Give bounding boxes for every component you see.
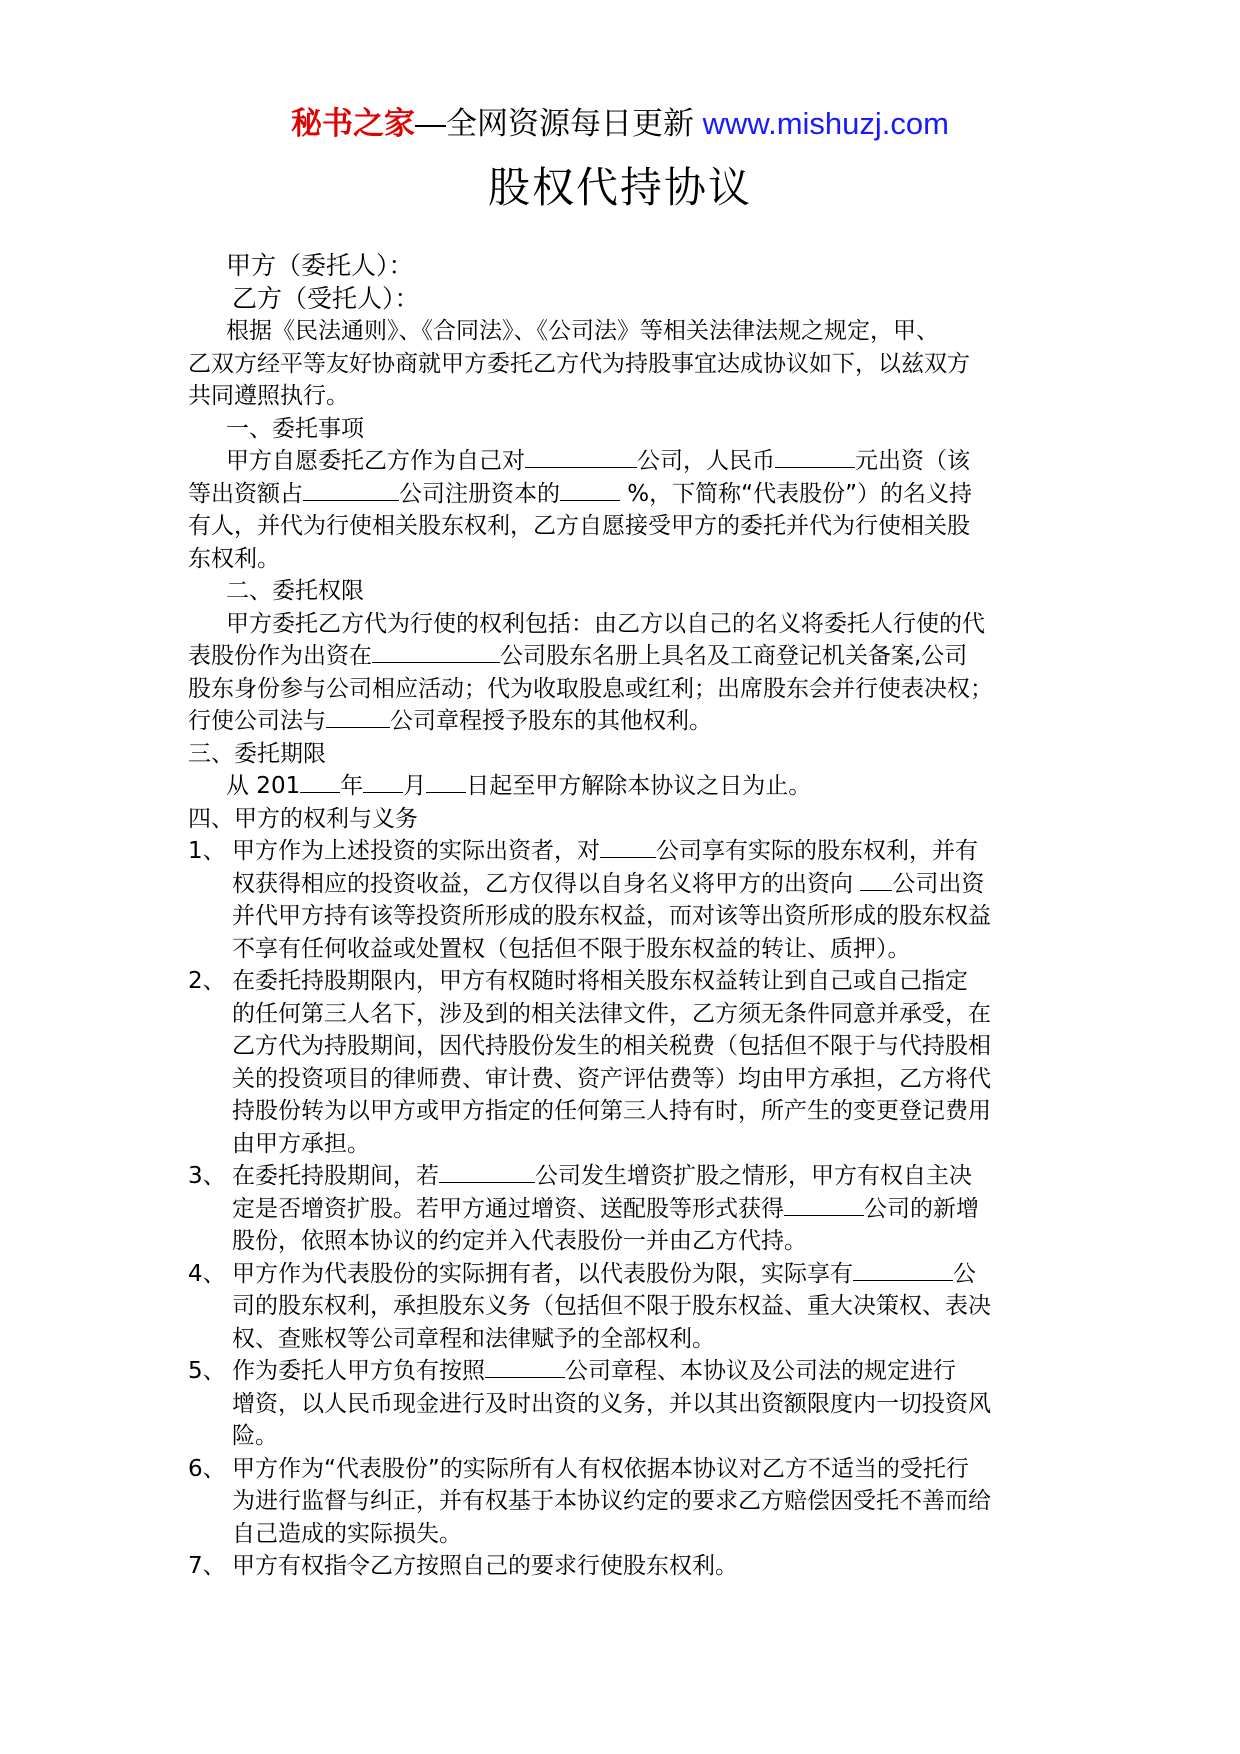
- item-number: 4、: [188, 1260, 226, 1287]
- item-number: 7、: [188, 1553, 226, 1579]
- text-run: 公司股东名册上具名及工商登记机关备案,公司: [500, 643, 968, 669]
- banner-slogan: —全网资源每日更新: [415, 106, 695, 141]
- text-run: 定是否增资扩股。若甲方通过增资、送配股等形式获得: [232, 1195, 784, 1222]
- list-item-line: [188, 868, 1056, 901]
- text-run: 公司出资: [892, 870, 985, 897]
- paragraph-line: 有人，并代为行使相关股东权利，乙方自愿接受甲方的委托并代为行使相关股: [188, 513, 970, 539]
- text-run: 公司享有实际的股东权利，并有: [656, 838, 978, 864]
- list-item: [188, 1453, 1056, 1486]
- text-run: 甲方作为代表股份的实际拥有者，以代表股份为限，实际享有: [232, 1260, 853, 1287]
- text-run: 权获得相应的投资收益，乙方仅得以自身名义将甲方的出资向: [232, 870, 861, 897]
- text-run: 公: [953, 1260, 976, 1287]
- list-item-line: 股份，依照本协议的约定并入代表股份一并由乙方代持。: [232, 1228, 807, 1254]
- text-run: 从 201: [226, 773, 301, 799]
- list-item: [188, 1355, 1056, 1388]
- paragraph-line: [188, 445, 1056, 478]
- list-item-line: 为进行监督与纠正，并有权基于本协议约定的要求乙方赔偿因受托不善而给: [232, 1488, 991, 1514]
- paragraph-line: 股东身份参与公司相应活动；代为收取股息或红利；出席股东会并行使表决权；: [188, 675, 993, 702]
- preamble-line: 根据《民法通则》、《合同法》、《公司法》等相关法律法规之规定，甲、: [226, 318, 939, 344]
- fill-blank: [300, 770, 340, 793]
- section-heading: 二、委托权限: [226, 578, 364, 604]
- text-run: 月: [403, 773, 427, 799]
- text-run: 等出资额占: [188, 480, 303, 507]
- list-item-line: 自己造成的实际损失。: [232, 1520, 462, 1547]
- text-run: 公司章程授予股东的其他权利。: [390, 708, 712, 734]
- fill-blank: [860, 868, 892, 891]
- section-heading: 四、甲方的权利与义务: [188, 805, 418, 832]
- text-run: 公司，人民币: [637, 448, 775, 474]
- paragraph-line: 东权利。: [188, 545, 280, 572]
- list-item: [188, 965, 1056, 998]
- fill-blank: [303, 478, 399, 501]
- list-item-line: 并代甲方持有该等投资所形成的股东权益，而对该等出资所形成的股东权益: [232, 903, 991, 929]
- paragraph-line: 甲方委托乙方代为行使的权利包括：由乙方以自己的名义将委托人行使的代: [226, 610, 985, 637]
- party-a-line: 甲方（委托人）：: [226, 251, 414, 280]
- list-item-line: 司的股东权利，承担股东义务（包括但不限于股东权益、重大决策权、表决: [232, 1293, 991, 1319]
- list-item-line: 险。: [232, 1423, 278, 1449]
- list-item-line: [188, 1193, 1056, 1226]
- text-run: 行使公司法与: [188, 708, 326, 734]
- fill-blank: [784, 1193, 864, 1216]
- text-run: 年: [340, 773, 364, 799]
- document-body: [188, 250, 1056, 1583]
- list-item: [188, 1550, 1056, 1583]
- preamble-line: 乙双方经平等友好协商就甲方委托乙方代为持股事宜达成协议如下，以兹双方: [188, 350, 970, 377]
- text-run: 表股份作为出资在: [188, 643, 372, 669]
- section-heading: 三、委托期限: [188, 740, 326, 767]
- section-heading: 一、委托事项: [226, 415, 364, 442]
- text-run: 日起至甲方解除本协议之日为止。: [466, 773, 812, 799]
- banner-url[interactable]: www.mishuzj.com: [702, 106, 949, 141]
- text-run: 甲方作为上述投资的实际出资者，对: [232, 838, 600, 864]
- text-run: 甲方自愿委托乙方作为自己对: [226, 448, 525, 474]
- party-b-line: 乙方（受托人）：: [232, 283, 420, 313]
- text-run: 元出资（该: [855, 448, 970, 474]
- banner-brand: 秘书之家: [291, 106, 416, 141]
- list-item-line: 的任何第三人名下，涉及到的相关法律文件，乙方须无条件同意并承受，在: [232, 1000, 991, 1027]
- fill-blank: [439, 1160, 535, 1183]
- item-number: 6、: [188, 1455, 226, 1482]
- text-run: %，下简称“代表股份”）的名义持: [620, 480, 972, 507]
- paragraph-line: [188, 705, 1056, 738]
- text-run: 公司发生增资扩股之情形，甲方有权自主决: [535, 1163, 972, 1189]
- text-run: 公司的新增: [864, 1195, 979, 1222]
- list-item-line: 由甲方承担。: [232, 1130, 370, 1157]
- text-run: 甲方有权指令乙方按照自己的要求行使股东权利。: [232, 1553, 738, 1579]
- item-number: 1、: [188, 838, 226, 864]
- fill-blank: [326, 705, 390, 728]
- fill-blank: [775, 445, 855, 468]
- fill-blank: [485, 1355, 565, 1378]
- list-item-line: 不享有任何收益或处置权（包括但不限于股东权益的转让、质押）。: [232, 935, 911, 962]
- fill-blank: [853, 1258, 953, 1281]
- list-item-line: 增资，以人民币现金进行及时出资的义务，并以其出资额限度内一切投资风: [232, 1390, 991, 1417]
- list-item-line: 乙方代为持股期间，因代持股份发生的相关税费（包括但不限于与代持股相: [232, 1033, 991, 1059]
- fill-blank: [525, 445, 637, 468]
- text-run: 公司章程、本协议及公司法的规定进行: [565, 1358, 956, 1384]
- item-number: 2、: [188, 968, 226, 994]
- fill-blank: [363, 770, 403, 793]
- fill-blank: [560, 478, 620, 501]
- text-run: 作为委托人甲方负有按照: [232, 1358, 485, 1384]
- paragraph-line: [188, 770, 1056, 803]
- text-run: 在委托持股期间，若: [232, 1163, 439, 1189]
- text-run: 在委托持股期限内，甲方有权随时将相关股东权益转让到自己或自己指定: [232, 968, 968, 994]
- list-item: [188, 835, 1056, 868]
- fill-blank: [372, 640, 500, 663]
- list-item-line: 关的投资项目的律师费、审计费、资产评估费等）均由甲方承担，乙方将代: [232, 1065, 991, 1092]
- paragraph-line: [188, 640, 1056, 673]
- preamble-line: 共同遵照执行。: [188, 383, 349, 409]
- text-run: 甲方作为“代表股份”的实际所有人有权依据本协议对乙方不适当的受托行: [232, 1455, 969, 1482]
- document-title: 股权代持协议: [487, 163, 752, 212]
- list-item-line: 权、查账权等公司章程和法律赋予的全部权利。: [232, 1325, 715, 1352]
- fill-blank: [600, 835, 656, 858]
- text-run: 公司注册资本的: [399, 480, 560, 507]
- list-item-line: 持股份转为以甲方或甲方指定的任何第三人持有时，所产生的变更登记费用: [232, 1098, 991, 1124]
- list-item: [188, 1160, 1056, 1193]
- fill-blank: [426, 770, 466, 793]
- site-banner: [0, 104, 1240, 144]
- paragraph-line: [188, 478, 1056, 511]
- list-item: [188, 1258, 1056, 1291]
- item-number: 3、: [188, 1163, 226, 1189]
- item-number: 5、: [188, 1358, 226, 1384]
